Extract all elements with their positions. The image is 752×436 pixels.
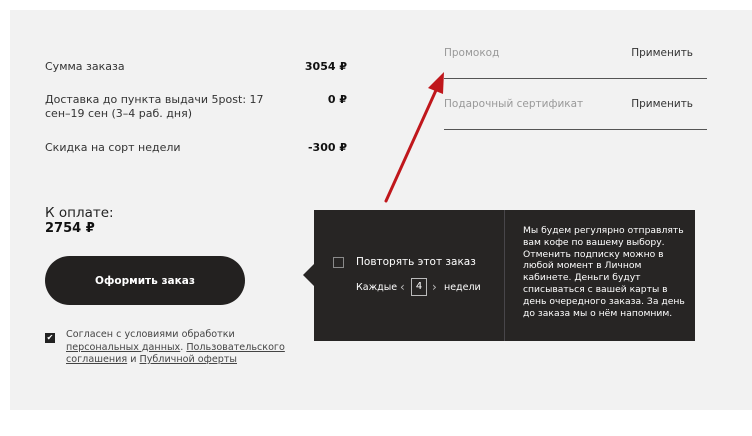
order-sum-value: 3054 ₽ [304, 60, 347, 73]
chevron-left-icon[interactable]: ‹ [400, 280, 405, 294]
agreement-sep-1: . [180, 341, 187, 353]
delivery-label: Доставка до пункта выдачи 5post: 17 сен–19 сен (3–4 раб. дня) [45, 93, 264, 120]
discount-value: -300 ₽ [307, 141, 347, 154]
personal-data-link[interactable]: персональных данных [66, 341, 181, 353]
total-value: 2754 ₽ [45, 221, 95, 236]
repeat-order-label: Повторять этот заказ [356, 256, 476, 268]
promo-code-field[interactable] [444, 47, 707, 79]
user-agreement-link[interactable]: Пользовательского соглашения [66, 341, 285, 365]
subscription-popup [314, 210, 695, 341]
agreement-text-before: Согласен с условиями обработки [66, 329, 235, 340]
agreement-sep-2: и [127, 354, 140, 365]
promo-code-input[interactable]: Промокод [444, 47, 500, 59]
every-label: Каждые [356, 282, 398, 293]
order-sum-label: Сумма заказа [45, 60, 125, 73]
interval-stepper-value[interactable]: 4 [411, 278, 427, 296]
gift-apply-button[interactable]: Применить [631, 98, 693, 110]
checkmark-icon: ✔ [46, 333, 54, 342]
weeks-label: недели [444, 282, 481, 293]
discount-label: Скидка на сорт недели [45, 141, 181, 154]
gift-certificate-field[interactable] [444, 98, 707, 130]
gift-certificate-input[interactable]: Подарочный сертификат [444, 98, 584, 110]
agreement-checkbox[interactable] [45, 333, 55, 343]
agreement-text [66, 329, 291, 367]
popup-pointer [303, 264, 314, 286]
chevron-right-icon[interactable]: › [432, 280, 437, 294]
public-offer-link[interactable]: Публичной оферты [139, 354, 237, 365]
total-label: К оплате: [45, 205, 114, 221]
place-order-button[interactable]: Оформить заказ [45, 256, 245, 305]
delivery-value: 0 ₽ [327, 93, 347, 106]
promo-apply-button[interactable]: Применить [631, 47, 693, 59]
popup-divider [504, 210, 505, 341]
subscription-info-text: Мы будем регулярно отправлять вам кофе по вашему выбору. Отменить подписку можно в любой момент в Личном кабинете. Деньги будут списываться с вашей карты в день очередного заказа. За день до заказа мы о нём напомним. [523, 225, 685, 319]
repeat-order-checkbox[interactable] [333, 257, 344, 268]
